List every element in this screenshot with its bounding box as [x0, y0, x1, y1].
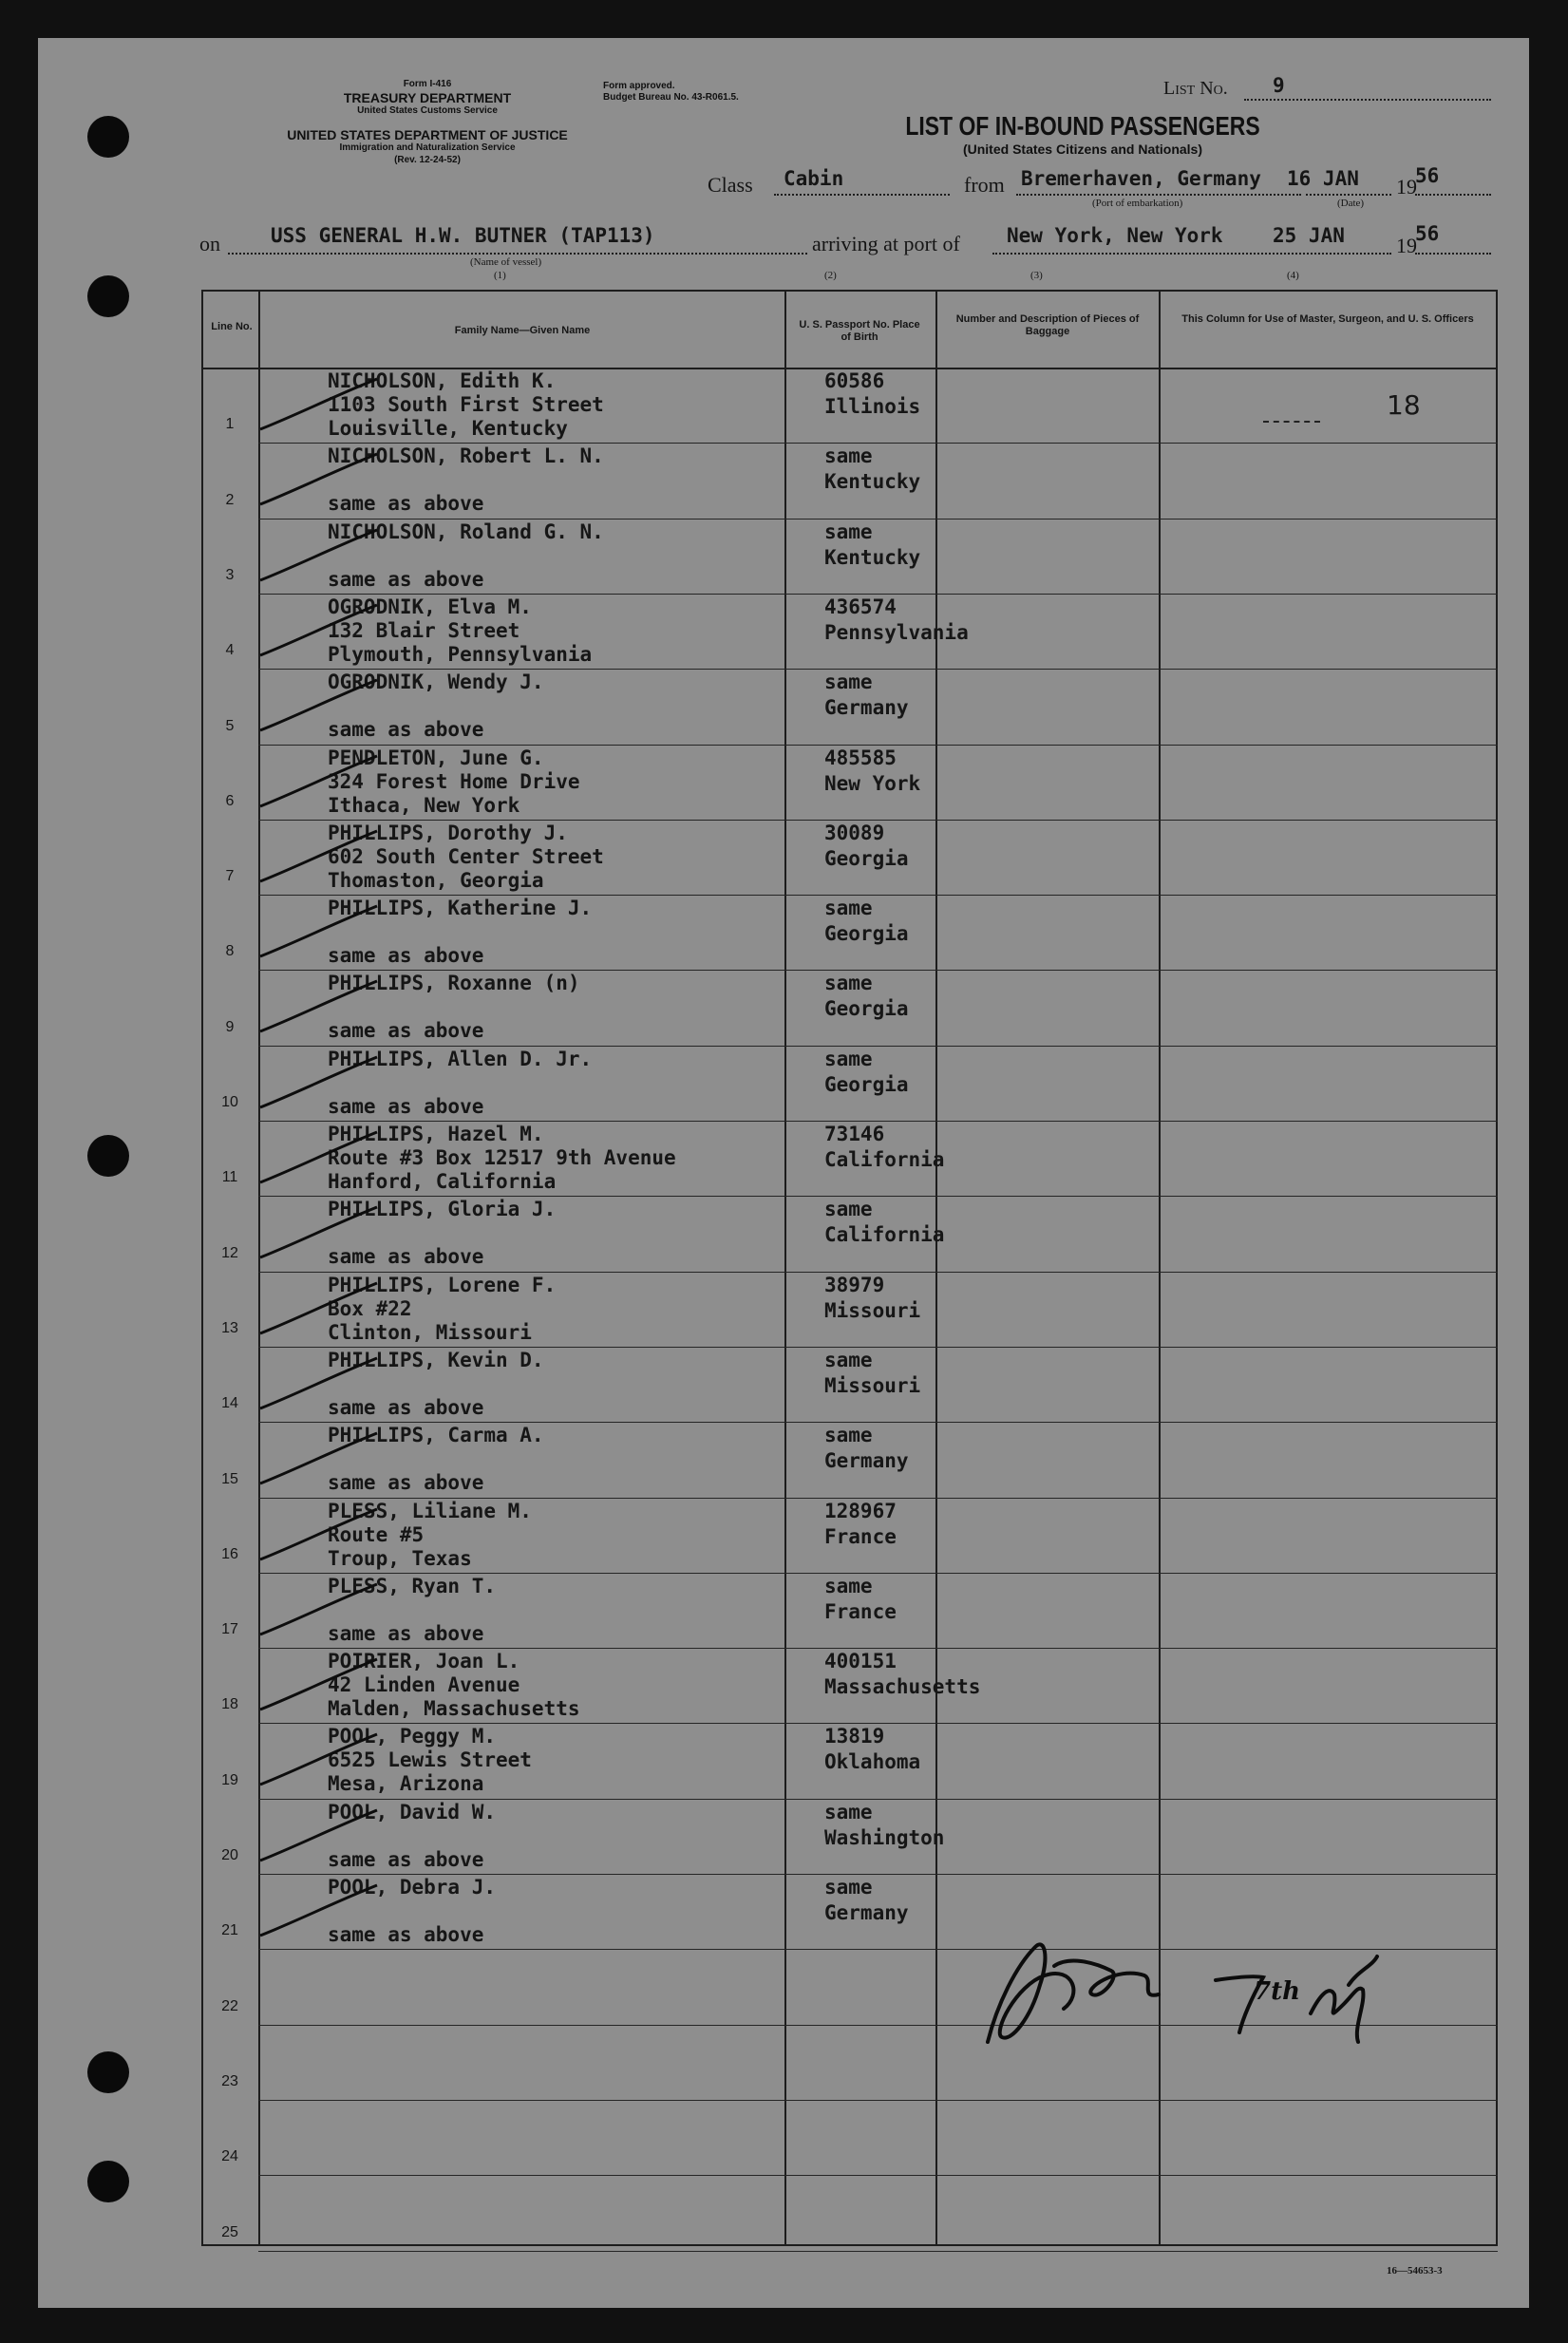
form-approved: Form approved.: [603, 81, 675, 91]
class-value: Cabin: [784, 167, 844, 190]
line-number: 14: [221, 1395, 238, 1412]
place-of-birth: Georgia: [824, 922, 909, 946]
passport-number: same: [824, 1348, 873, 1371]
passenger-name: POOL, David W.: [328, 1800, 497, 1823]
passenger-address-line: Plymouth, Pennsylvania: [328, 642, 593, 666]
binder-hole: [87, 275, 129, 317]
line-number: 1: [225, 416, 235, 433]
on-label: on: [199, 232, 220, 255]
column-header-passport: U. S. Passport No. Place of Birth: [799, 319, 920, 343]
place-of-birth: France: [824, 1524, 897, 1548]
passenger-address-line: Troup, Texas: [328, 1546, 472, 1570]
passport-number: 400151: [824, 1650, 897, 1673]
place-of-birth: France: [824, 1599, 897, 1623]
from-label: from: [964, 173, 1005, 197]
arrival-date: 25 JAN: [1273, 224, 1345, 247]
tick-mark: [258, 979, 382, 1036]
line-number: 25: [221, 2223, 238, 2240]
arrival-port: New York, New York: [1007, 224, 1223, 247]
passport-number: same: [824, 1574, 873, 1597]
passenger-address-line: Mesa, Arizona: [328, 1772, 484, 1796]
list-no-label: List No.: [1163, 78, 1228, 99]
port-embark-caption: (Port of embarkation): [1092, 198, 1183, 209]
form-number: Form I-416: [403, 79, 452, 89]
signature-annotation: 7th: [1254, 1977, 1301, 2006]
passenger-name: NICHOLSON, Edith K.: [328, 369, 557, 392]
caption-3: (3): [1030, 270, 1043, 281]
passenger-address-line: 6525 Lewis Street: [328, 1748, 532, 1772]
place-of-birth: Missouri: [824, 1298, 921, 1322]
passenger-address-line: 132 Blair Street: [328, 618, 520, 642]
tick-mark: [258, 1205, 382, 1262]
place-of-birth: California: [824, 1148, 945, 1171]
passenger-name: PHILLIPS, Allen D. Jr.: [328, 1047, 593, 1070]
line-number: 24: [221, 2148, 238, 2165]
tick-mark: [258, 1356, 382, 1413]
tick-mark: [258, 603, 382, 660]
passenger-address-line: same as above: [328, 1395, 484, 1419]
officer-dash-mark: [1263, 421, 1320, 423]
passenger-name: PENDLETON, June G.: [328, 746, 544, 769]
passport-number: same: [824, 972, 873, 995]
passenger-address-line: same as above: [328, 567, 484, 591]
tick-mark: [258, 528, 382, 585]
place-of-birth: Washington: [824, 1825, 945, 1849]
line-number: 5: [225, 717, 235, 734]
passport-number: 73146: [824, 1123, 885, 1145]
passenger-address-line: 602 South Center Street: [328, 844, 604, 868]
passenger-address-line: same as above: [328, 1847, 484, 1871]
passenger-name: POIRIER, Joan L.: [328, 1650, 520, 1673]
passport-number: 13819: [824, 1725, 885, 1748]
binder-hole: [87, 1135, 129, 1177]
place-of-birth: New York: [824, 771, 921, 795]
passenger-name: PHILLIPS, Hazel M.: [328, 1123, 544, 1145]
binder-hole: [87, 116, 129, 158]
handwritten-signature: [959, 1928, 1415, 2070]
tick-mark: [258, 1582, 382, 1639]
date-caption: (Date): [1337, 198, 1365, 209]
passenger-address-line: Route #5: [328, 1522, 425, 1546]
tick-mark: [258, 452, 382, 509]
passport-number: same: [824, 1876, 873, 1899]
place-of-birth: Illinois: [824, 395, 921, 418]
class-label: Class: [708, 173, 753, 197]
place-of-birth: Kentucky: [824, 545, 921, 569]
revision-date: (Rev. 12-24-52): [394, 155, 461, 165]
column-header-officers: This Column for Use of Master, Surgeon, and U. S. Officers: [1181, 313, 1474, 325]
passenger-name: PHILLIPS, Carma A.: [328, 1424, 544, 1447]
tick-mark: [258, 1281, 382, 1338]
passenger-address-line: Ithaca, New York: [328, 793, 520, 817]
line-number: 12: [221, 1244, 238, 1261]
passenger-name: PHILLIPS, Roxanne (n): [328, 972, 580, 995]
customs-service: United States Customs Service: [357, 105, 498, 116]
vessel-caption: (Name of vessel): [470, 256, 542, 268]
passenger-address-line: same as above: [328, 1471, 484, 1495]
passenger-address-line: 1103 South First Street: [328, 393, 604, 416]
caption-4: (4): [1287, 270, 1299, 281]
passenger-name: PHILLIPS, Lorene F.: [328, 1273, 557, 1296]
column-header-baggage: Number and Description of Pieces of Baggage: [955, 313, 1140, 337]
passenger-address-line: Box #22: [328, 1296, 412, 1320]
line-number: 13: [221, 1319, 238, 1336]
line-number: 17: [221, 1621, 238, 1638]
departure-year-suffix: 56: [1415, 164, 1440, 187]
passenger-address-line: same as above: [328, 1094, 484, 1118]
passenger-address-line: Route #3 Box 12517 9th Avenue: [328, 1146, 676, 1169]
tick-mark: [258, 1883, 382, 1940]
passport-number: same: [824, 444, 873, 468]
line-number: 21: [221, 1922, 238, 1939]
line-number: 4: [225, 642, 235, 659]
budget-bureau: Budget Bureau No. 43-R061.5.: [603, 92, 739, 103]
column-header-name: Family Name—Given Name: [454, 325, 591, 336]
column-header-line-no: Line No.: [211, 321, 253, 332]
passport-number: same: [824, 1198, 873, 1221]
passenger-name: PHILLIPS, Kevin D.: [328, 1348, 544, 1371]
passenger-address-line: 42 Linden Avenue: [328, 1673, 520, 1697]
tick-mark: [258, 1055, 382, 1112]
passport-number: same: [824, 671, 873, 694]
embark-port-value: Bremerhaven, Germany: [1021, 167, 1261, 190]
treasury-department: TREASURY DEPARTMENT: [343, 90, 512, 105]
arrival-year-prefix: 19: [1396, 234, 1417, 257]
line-number: 3: [225, 566, 235, 583]
list-no-value: 9: [1273, 74, 1285, 97]
binder-hole: [87, 2051, 129, 2093]
tick-mark: [258, 1507, 382, 1564]
line-number: 18: [221, 1696, 238, 1713]
passenger-name: PHILLIPS, Katherine J.: [328, 897, 593, 920]
passenger-address-line: same as above: [328, 1621, 484, 1645]
passenger-address-line: same as above: [328, 944, 484, 968]
passenger-address-line: Clinton, Missouri: [328, 1320, 532, 1344]
place-of-birth: Germany: [824, 696, 909, 720]
passport-number: 38979: [824, 1273, 885, 1296]
binder-hole: [87, 2161, 129, 2202]
passenger-name: PLESS, Liliane M.: [328, 1499, 532, 1522]
vessel-name: USS GENERAL H.W. BUTNER (TAP113): [271, 224, 655, 247]
passport-number: same: [824, 1047, 873, 1070]
tick-mark: [258, 1657, 382, 1714]
passport-number: 128967: [824, 1499, 897, 1522]
department-of-justice: UNITED STATES DEPARTMENT OF JUSTICE: [287, 127, 568, 142]
passenger-address-line: same as above: [328, 1245, 484, 1269]
tick-mark: [258, 678, 382, 735]
passport-number: same: [824, 897, 873, 920]
place-of-birth: Georgia: [824, 1072, 909, 1096]
passport-number: same: [824, 1424, 873, 1447]
line-number: 20: [221, 1847, 238, 1863]
passport-number: same: [824, 1800, 873, 1823]
document-page: [38, 38, 1529, 2308]
passenger-name: PHILLIPS, Dorothy J.: [328, 821, 568, 844]
passport-number: 30089: [824, 821, 885, 844]
passenger-name: POOL, Debra J.: [328, 1876, 497, 1899]
line-number: 19: [221, 1771, 238, 1788]
passport-number: 436574: [824, 595, 897, 618]
line-number: 6: [225, 792, 235, 809]
passenger-name: OGRODNIK, Wendy J.: [328, 671, 544, 694]
form-subtitle: (United States Citizens and Nationals): [962, 142, 1203, 157]
passenger-address-line: Louisville, Kentucky: [328, 417, 568, 440]
tick-mark: [258, 377, 382, 434]
line-number: 16: [221, 1545, 238, 1562]
caption-2: (2): [824, 270, 837, 281]
tick-mark: [258, 1130, 382, 1187]
passenger-address-line: same as above: [328, 718, 484, 742]
tick-mark: [258, 754, 382, 811]
officer-count: 18: [1387, 389, 1421, 421]
passenger-address-line: same as above: [328, 1019, 484, 1043]
line-number: 15: [221, 1470, 238, 1487]
place-of-birth: Germany: [824, 1449, 909, 1473]
caption-1: (1): [494, 270, 506, 281]
passenger-address-line: 324 Forest Home Drive: [328, 769, 580, 793]
passenger-address-line: Malden, Massachusetts: [328, 1697, 580, 1721]
line-number: 10: [221, 1094, 238, 1110]
passenger-name: PLESS, Ryan T.: [328, 1574, 497, 1597]
passenger-address-line: Hanford, California: [328, 1170, 557, 1193]
passenger-address-line: same as above: [328, 1923, 484, 1946]
place-of-birth: Georgia: [824, 997, 909, 1021]
passport-number: same: [824, 520, 873, 543]
passenger-name: PHILLIPS, Gloria J.: [328, 1198, 557, 1221]
line-number: 2: [225, 491, 235, 508]
arriving-label: arriving at port of: [812, 232, 960, 255]
line-number: 23: [221, 2072, 238, 2089]
place-of-birth: Pennsylvania: [824, 620, 969, 644]
tick-mark: [258, 1732, 382, 1789]
passenger-name: NICHOLSON, Robert L. N.: [328, 444, 604, 468]
place-of-birth: Massachusetts: [824, 1675, 981, 1699]
place-of-birth: Oklahoma: [824, 1750, 921, 1774]
passenger-address-line: same as above: [328, 492, 484, 516]
place-of-birth: Kentucky: [824, 470, 921, 494]
line-number: 11: [221, 1169, 238, 1186]
departure-year-prefix: 19: [1396, 175, 1417, 198]
place-of-birth: Germany: [824, 1901, 909, 1924]
place-of-birth: California: [824, 1223, 945, 1247]
passenger-name: POOL, Peggy M.: [328, 1725, 497, 1748]
passenger-name: OGRODNIK, Elva M.: [328, 595, 532, 618]
line-number: 9: [225, 1018, 235, 1035]
ins-service: Immigration and Naturalization Service: [339, 142, 516, 153]
passenger-address-line: Thomaston, Georgia: [328, 868, 544, 892]
place-of-birth: Georgia: [824, 846, 909, 870]
footer-print-code: 16—54653-3: [1387, 2265, 1443, 2277]
passenger-name: NICHOLSON, Roland G. N.: [328, 520, 604, 543]
tick-mark: [258, 829, 382, 886]
tick-mark: [258, 904, 382, 961]
departure-date: 16 JAN: [1287, 167, 1359, 190]
arrival-year-suffix: 56: [1415, 222, 1440, 245]
passport-number: 60586: [824, 369, 885, 392]
tick-mark: [258, 1431, 382, 1488]
passport-number: 485585: [824, 746, 897, 769]
place-of-birth: Missouri: [824, 1373, 921, 1397]
tick-mark: [258, 1808, 382, 1865]
line-number: 22: [221, 1997, 238, 2014]
line-number: 7: [225, 868, 235, 885]
line-number: 8: [225, 943, 235, 960]
form-title: LIST OF IN-BOUND PASSENGERS: [905, 111, 1260, 141]
